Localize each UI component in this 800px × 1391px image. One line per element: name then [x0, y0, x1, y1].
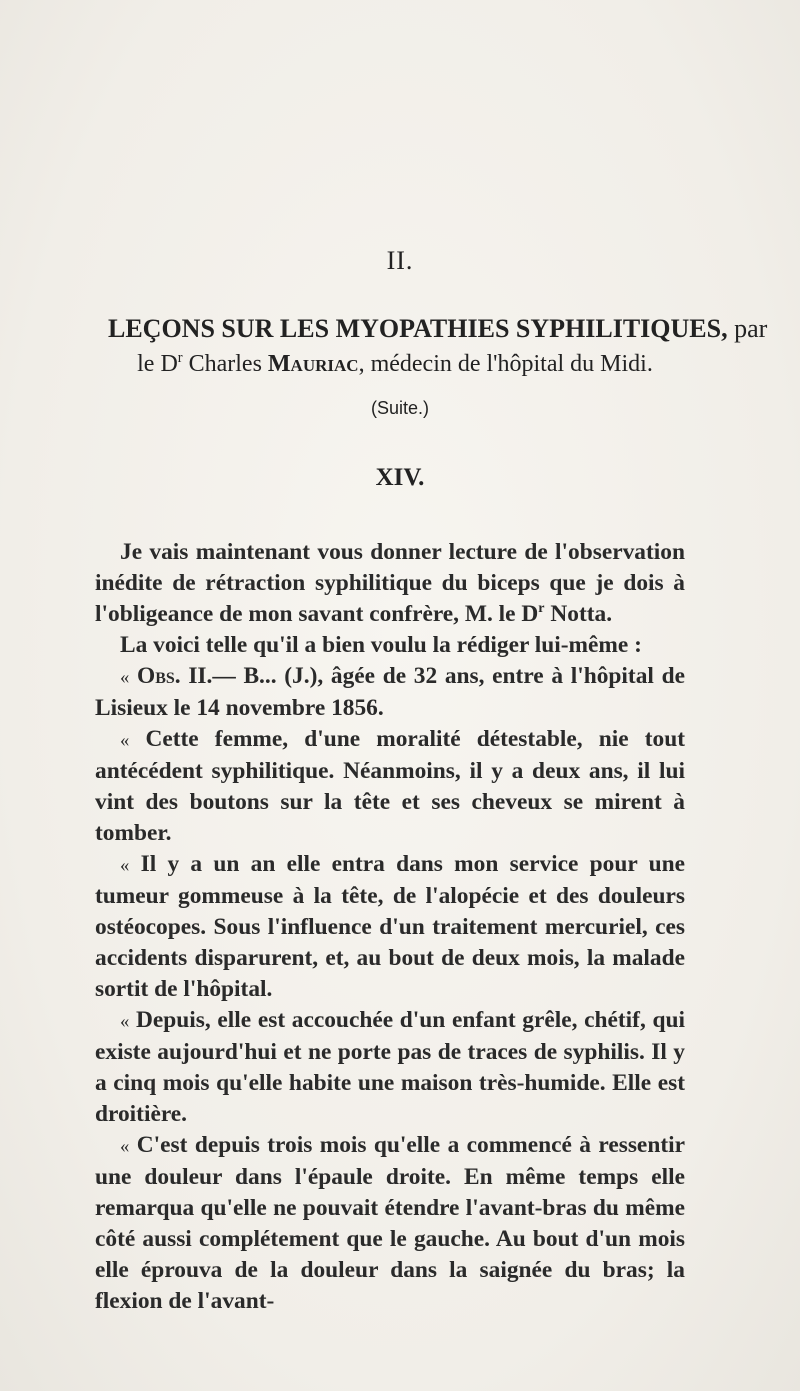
- article-title: [108, 312, 768, 346]
- author-name: Mauriac: [267, 351, 359, 377]
- paragraph-2: La voici telle qu'il a bien voulu la rédiger lui-même :: [120, 632, 642, 658]
- author-sup: r: [177, 350, 183, 366]
- author-suffix: , médecin de l'hôpital du Midi.: [358, 351, 653, 377]
- section-number: II.: [386, 246, 414, 275]
- quote-mark: «: [120, 1136, 130, 1157]
- paragraph-5: [95, 849, 685, 1005]
- paragraph-3-text: II.— B... (J.), âgée de 32 ans, entre à l'hôpital de Lisieux le 14 novembre 1856.: [95, 663, 685, 721]
- paragraph-6: [95, 1005, 685, 1130]
- chapter-number: XIV.: [375, 464, 425, 491]
- paragraph-1-sup: r: [538, 600, 545, 617]
- author-prefix: le D: [137, 351, 178, 377]
- paragraph-3: [95, 661, 685, 724]
- author-first: Charles: [182, 351, 268, 377]
- quote-mark: «: [120, 667, 130, 688]
- paragraph-1: [95, 537, 685, 630]
- paragraph-7-text: C'est depuis trois mois qu'elle a commencé à ressentir une douleur dans l'épaule droite. En même temps elle remarqua qu'elle ne pouvait étendre l'avant-bras du même côté aussi complétement que le gauche. Au bout d'un mois elle éprouva de la douleur dans la saignée du bras; la flexion de l'avant-: [95, 1132, 685, 1314]
- quote-mark: «: [120, 855, 130, 876]
- paragraph-4-text: Cette femme, d'une moralité détestable, nie tout antécédent syphilitique. Néanmoins, il y a deux ans, il lui vint des boutons sur la tête et ses cheveux se mirent à tomber.: [95, 726, 685, 846]
- title-main: LEÇONS SUR LES MYOPATHIES SYPHILITIQUES,: [108, 314, 728, 343]
- paragraph-4: [95, 724, 685, 849]
- paragraph-7: [95, 1130, 685, 1317]
- paragraph-1-end: Notta.: [544, 601, 613, 627]
- title-par: par: [734, 314, 768, 343]
- body-text: [95, 537, 685, 1317]
- quote-mark: «: [120, 1011, 130, 1032]
- paragraph-5-text: Il y a un an elle entra dans mon service pour une tumeur gommeuse à la tête, de l'alopécie et des douleurs ostéocopes. Sous l'influence d'un traitement mercuriel, ces accidents disparurent, et, au bout de deux mois, la malade sortit de l'hôpital.: [95, 851, 685, 1002]
- quote-mark: «: [120, 730, 130, 751]
- author-line: [108, 347, 682, 381]
- paragraph-1-text: Je vais maintenant vous donner lecture de l'observation inédite de rétraction syphilitique du biceps que je dois à l'obligeance de mon savant confrère, M. le D: [95, 539, 685, 627]
- obs-label: Obs.: [137, 663, 181, 689]
- suite-label: (Suite.): [370, 398, 430, 418]
- paragraph-6-text: Depuis, elle est accouchée d'un enfant grêle, chétif, qui existe aujourd'hui et ne porte pas de traces de syphilis. Il y a cinq mois qu'elle habite une maison très-humide. Elle est droitière.: [95, 1007, 685, 1127]
